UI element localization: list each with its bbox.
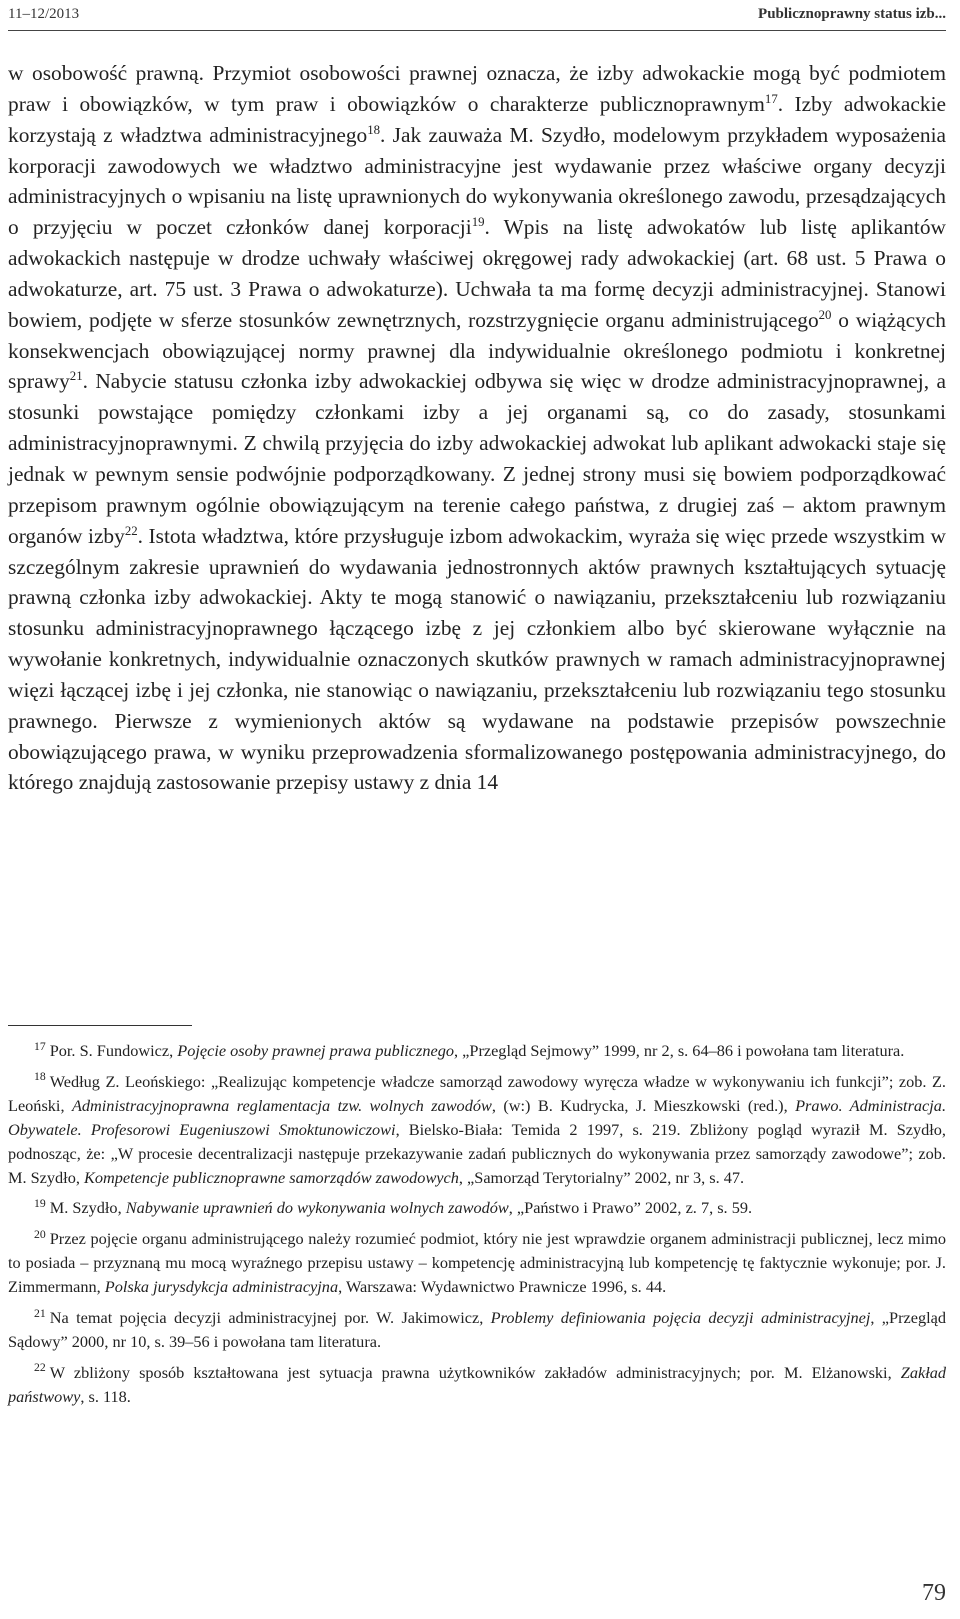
footnote-title: Administracyjnoprawna reglamentacja tzw. wolnych zawodów	[71, 1095, 492, 1115]
footnote-text: , „Samorząd Terytorialny” 2002, nr 3, s. 47.	[458, 1167, 745, 1187]
footnote-text: M. Szydło,	[49, 1198, 126, 1218]
footnote-title: Zakład państwowy	[8, 1362, 946, 1406]
footnote-title: Problemy definiowania pojęcia decyzji administracyjnej	[490, 1308, 871, 1328]
footnote-title: Prawo. Administracja. Obywatele. Profesorowi Eugeniuszowi Smoktunowiczowi	[8, 1095, 947, 1139]
text-run: o wiążących konsekwencjach obowiązującej normy prawnej dla indywidualnie określonego podmiotu i konkretnej sprawy	[8, 307, 946, 394]
footnote-ref-17[interactable]: 17	[764, 91, 778, 106]
footnote-title: Polska jurysdykcja administracyjna	[104, 1277, 339, 1297]
footnote-number: 19	[34, 1197, 46, 1211]
running-title: Publicznoprawny status izb...	[758, 6, 946, 22]
footnote-text: W zbliżony sposób kształtowana jest sytuacja prawna użytkowników zakładów administracyjnych; por. M. Elżanowski,	[49, 1362, 901, 1382]
footnote-ref-18[interactable]: 18	[367, 122, 381, 137]
text-run: . Istota władztwa, które przysługuje izbom adwokackim, wyraża się więc przede wszystkim w szczególnym zakresie uprawnień do wydawania jednostronnych aktów prawnych kształtujących sytuację prawną członka izby adwokackiej. Akty te mogą stanowić o nawiązaniu, przekształceniu lub rozwiązaniu stosunku administracyjnoprawnego łączącego izbę z jej członkiem albo być skierowane wyłącznie na wywołanie konkretnych, indywidualnie oznaczonych skutków prawnych w ramach administracyjnoprawnej więzi łączącej izbę i jej członka, nie stanowiąc o nawiązaniu, przekształceniu lub rozwiązaniu tego stosunku prawnego. Pierwsze z wymienionych aktów są wydawane na podstawie przepisów powszechnie obowiązującego prawa, w wyniku przeprowadzenia sformalizowanego postępowania administracyjnego, do którego znajdują zastosowanie przepisy ustawy z dnia 14	[8, 523, 946, 795]
footnote-number: 21	[34, 1306, 46, 1320]
text-run: . Wpis na listę adwokatów lub listę aplikantów adwokackich następuje w drodze uchwały właściwej okręgowej rady adwokackiej (art. 68 ust. 5 Prawa o adwokaturze, art. 75 ust. 3 Prawa o adwokaturze). Uchwała ta ma formę decyzji administracyjnej. Stanowi bowiem, podjęte w sferze stosunków zewnętrznych, rozstrzygnięcie organu administrującego	[8, 215, 946, 332]
footnote-text: , Warszawa: Wydawnictwo Prawnicze 1996, s. 44.	[338, 1277, 667, 1297]
footnote-17	[8, 1039, 946, 1063]
footnote-ref-20[interactable]: 20	[818, 307, 832, 322]
text-run: . Jak zauważa M. Szydło, modelowym przykładem wyposażenia korporacji zawodowych we władztwo administracyjne jest wydawanie przez właściwe organy decyzji administracyjnych o wpisaniu na listę uprawnionych do wykonywania określonego zawodu, przesądzających o przyjęciu w poczet członków danej korporacji	[8, 122, 947, 240]
footnote-22	[8, 1361, 946, 1409]
footnote-title: Pojęcie osoby prawnej prawa publicznego	[177, 1041, 455, 1060]
page-number: 79	[922, 1580, 946, 1606]
footnote-text: , s. 118.	[80, 1386, 131, 1406]
footnote-text: , (w:) B. Kudrycka, J. Mieszkowski (red.),	[491, 1095, 796, 1115]
footnote-text: , „Przegląd Sejmowy” 1999, nr 2, s. 64–86 i powołana tam literatura.	[454, 1041, 905, 1060]
footnotes	[8, 1039, 946, 1416]
text-run: . Izby adwokackie korzystają z władztwa administracyjnego	[8, 91, 947, 147]
footnote-text: Według Z. Leońskiego: „Realizując kompetencje władcze samorząd zawodowy wyręcza władze w wykonywaniu ich funkcji”; zob. Z. Leoński,	[8, 1071, 946, 1115]
footnote-number: 22	[34, 1361, 46, 1375]
footnote-number: 17	[34, 1039, 46, 1053]
footnote-title: Nabywanie uprawnień do wykonywania wolnych zawodów	[125, 1198, 509, 1218]
footnote-divider	[8, 1025, 192, 1026]
footnote-ref-19[interactable]: 19	[471, 215, 485, 230]
issue-number: 11–12/2013	[8, 6, 80, 22]
footnote-title: Kompetencje publicznoprawne samorządów zawodowych	[84, 1167, 459, 1187]
footnote-20	[8, 1227, 946, 1299]
text-run: . Nabycie statusu członka izby adwokackiej odbywa się więc w drodze administracyjnoprawnej, a stosunki powstające pomiędzy członkami izby a jej organami są, co do zasady, stosunkami administracyjnoprawnymi. Z chwilą przyjęcia do izby adwokackiej adwokat lub aplikant adwokacki staje się jednak w pewnym sensie podwójnie podporządkowany. Z jednej strony musi się bowiem podporządkować przepisom prawnym ogólnie obowiązującym na terenie całego państwa, z drugiej zaś – aktom prawnym organów izby	[8, 369, 946, 548]
main-text	[8, 58, 946, 798]
footnote-ref-21[interactable]: 21	[69, 369, 83, 384]
footnote-ref-22[interactable]: 22	[124, 523, 138, 538]
footnote-text: Na temat pojęcia decyzji administracyjnej por. W. Jakimowicz,	[49, 1308, 491, 1328]
main-paragraph	[8, 58, 946, 798]
footnote-21	[8, 1306, 946, 1354]
footnote-text: , „Przegląd Sądowy” 2000, nr 10, s. 39–56 i powołana tam literatura.	[8, 1308, 946, 1351]
footnote-text: Przez pojęcie organu administrującego należy rozumieć podmiot, który nie jest wprawdzie organem administracji publicznej, lecz mimo to posiada – przyznaną mu mocą wyraźnego przepisu ustawy – kompetencję administracyjną lub kompetencję tę faktycznie wykonuje; por. J. Zimmermann,	[8, 1229, 946, 1297]
footnote-number: 20	[34, 1227, 46, 1241]
footnote-number: 18	[34, 1070, 46, 1084]
text-run: w osobowość prawną. Przymiot osobowości prawnej oznacza, że izby adwokackie mogą być podmiotem praw i obowiązków, w tym praw i obowiązków o charakterze publicznoprawnym	[8, 61, 946, 116]
footnote-text: , Bielsko-Biała: Temida 2 1997, s. 219. Zbliżony pogląd wyraził M. Szydło, podnosząc, że: „W procesie decentralizacji następuje przekazywanie zadań publicznych do wykonywania przez samorządy zawodowe”; zob. M. Szydło,	[8, 1119, 946, 1187]
running-header	[8, 4, 946, 31]
footnote-18	[8, 1070, 946, 1190]
footnote-19	[8, 1196, 946, 1220]
footnote-text: Por. S. Fundowicz,	[49, 1041, 178, 1060]
footnote-text: , „Państwo i Prawo” 2002, z. 7, s. 59.	[508, 1198, 753, 1218]
